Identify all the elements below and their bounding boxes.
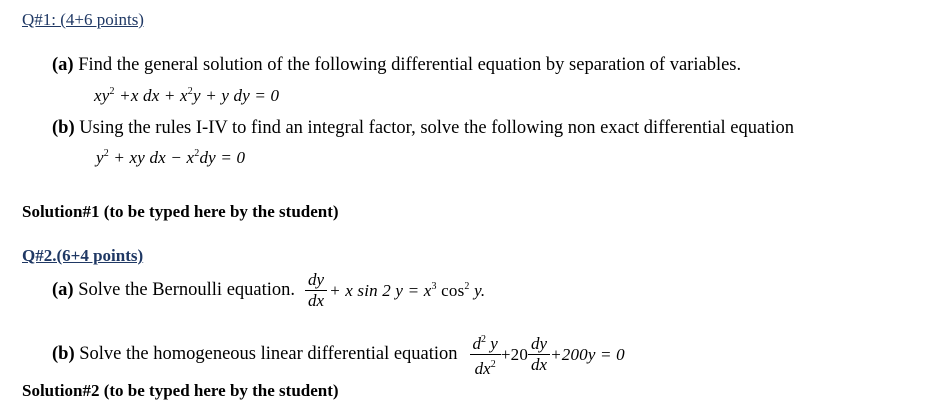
q1-a-equation: $xy^2 +x$ dx + $x^2y + y$ dy = 0 xyxy=(94,86,280,105)
q2-b-fraction-1: $\frac{d^2 y}{dx^2}$ xyxy=(470,330,501,379)
q2-a-fraction: $\frac{dy}{dx}$ xyxy=(305,270,327,311)
q1-part-a-text: (a) Find the general solution of the following differential equation by separation of variables. xyxy=(52,55,742,75)
q1-heading: Q#1: (4+6 points) xyxy=(22,10,144,29)
q2-a-label: (a) xyxy=(52,280,74,300)
q1-b-label: (b) xyxy=(52,118,75,138)
q2-b-equation-rest: +200y = 0 xyxy=(550,344,625,364)
q2-part-a: (a) Solve the Bernoulli equation. $\frac{dy}{dx}$ + x sin 2 $y = x^3$ $\cos^2 y$. xyxy=(52,270,486,310)
q2-a-equation-rest: + x sin 2 $y = x^3$ $\cos^2 y$. xyxy=(329,280,486,300)
solution2-prompt: Solution#2 (to be typed here by the student) xyxy=(22,381,339,400)
q2-b-fraction-2: $\frac{dy}{dx}$ xyxy=(528,334,550,375)
solution1-prompt: Solution#1 (to be typed here by the student) xyxy=(22,202,339,221)
q1-b-equation: $y^2$ + xy dx − $x^2dy = 0$ xyxy=(96,148,246,167)
q2-b-mid-term: +20 xyxy=(500,344,529,364)
q2-b-label: (b) xyxy=(52,344,75,364)
q1-a-label: (a) xyxy=(52,55,74,75)
q2-part-b: (b) Solve the homogeneous linear differential equation $\frac{d^2 y}{dx^2}$ +20 $\frac{dy}{dx}$ +200y = 0 xyxy=(52,330,625,379)
q1-part-b-text: (b) Using the rules I-IV to find an integral factor, solve the following non exact differential equation xyxy=(52,118,794,138)
q2-heading: Q#2.(6+4 points) xyxy=(22,246,144,265)
